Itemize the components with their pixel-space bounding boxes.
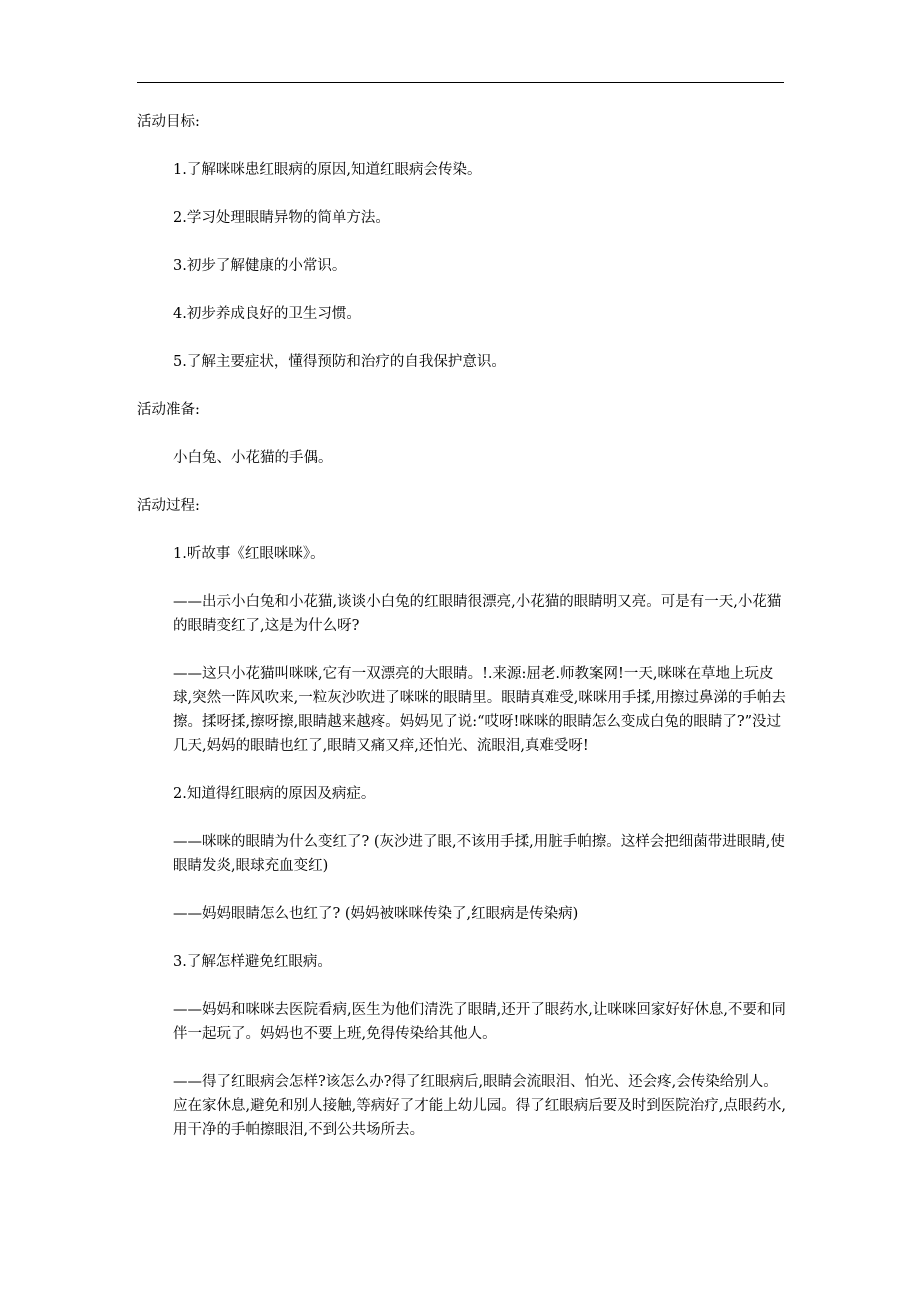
goal-item: 3.初步了解健康的小常识。 [173, 258, 347, 274]
process-step: 2.知道得红眼病的原因及病症。 [173, 786, 376, 802]
goal-item: 5.了解主要症状，懂得预防和治疗的自我保护意识。 [173, 354, 506, 370]
process-paragraph: ——妈妈眼睛怎么也红了? (妈妈被咪咪传染了,红眼病是传染病) [173, 906, 579, 922]
prep-item: 小白兔、小花猫的手偶。 [173, 450, 333, 466]
process-paragraph: ——这只小花猫叫咪咪,它有一双漂亮的大眼睛。!.来源:屈老.师教案网!一天,咪咪在草地上玩皮球,突然一阵风吹来,一粒灰沙吹进了咪咪的眼睛里。眼睛真难受,咪咪用手揉,用擦过鼻涕的手帕去擦。揉呀揉,擦呀擦,眼睛越来越疼。妈妈见了说:“哎呀!咪咪的眼睛怎么变成白兔的眼睛了?”没过几天,妈妈的眼睛也红了,眼睛又痛又痒,还怕光、流眼泪,真难受呀! [173, 666, 786, 754]
document-body [137, 110, 787, 1166]
goal-item: 1.了解咪咪患红眼病的原因,知道红眼病会传染。 [173, 162, 482, 178]
goal-item: 4.初步养成良好的卫生习惯。 [173, 306, 361, 322]
prep-heading: 活动准备: [137, 402, 200, 418]
process-step: 1.听故事《红眼咪咪》。 [173, 546, 325, 562]
process-paragraph: ——得了红眼病会怎样?该怎么办?得了红眼病后,眼睛会流眼泪、怕光、还会疼,会传染给别人。应在家休息,避免和别人接触,等病好了才能上幼儿园。得了红眼病后要及时到医院治疗,点眼药水,用干净的手帕擦眼泪,不到公共场所去。 [173, 1074, 786, 1138]
goals-heading: 活动目标: [137, 114, 200, 130]
header-rule [137, 82, 784, 83]
process-paragraph: ——出示小白兔和小花猫,谈谈小白兔的红眼睛很漂亮,小花猫的眼睛明又亮。可是有一天,小花猫的眼睛变红了,这是为什么呀? [173, 594, 782, 634]
process-paragraph: ——咪咪的眼睛为什么变红了? (灰沙进了眼,不该用手揉,用脏手帕擦。这样会把细菌带进眼睛,使眼睛发炎,眼球充血变红) [173, 834, 785, 874]
process-step: 3.了解怎样避免红眼病。 [173, 954, 332, 970]
goal-item: 2.学习处理眼睛异物的简单方法。 [173, 210, 390, 226]
process-heading: 活动过程: [137, 498, 200, 514]
process-paragraph: ——妈妈和咪咪去医院看病,医生为他们清洗了眼睛,还开了眼药水,让咪咪回家好好休息,不要和同伴一起玩了。妈妈也不要上班,免得传染给其他人。 [173, 1002, 786, 1042]
